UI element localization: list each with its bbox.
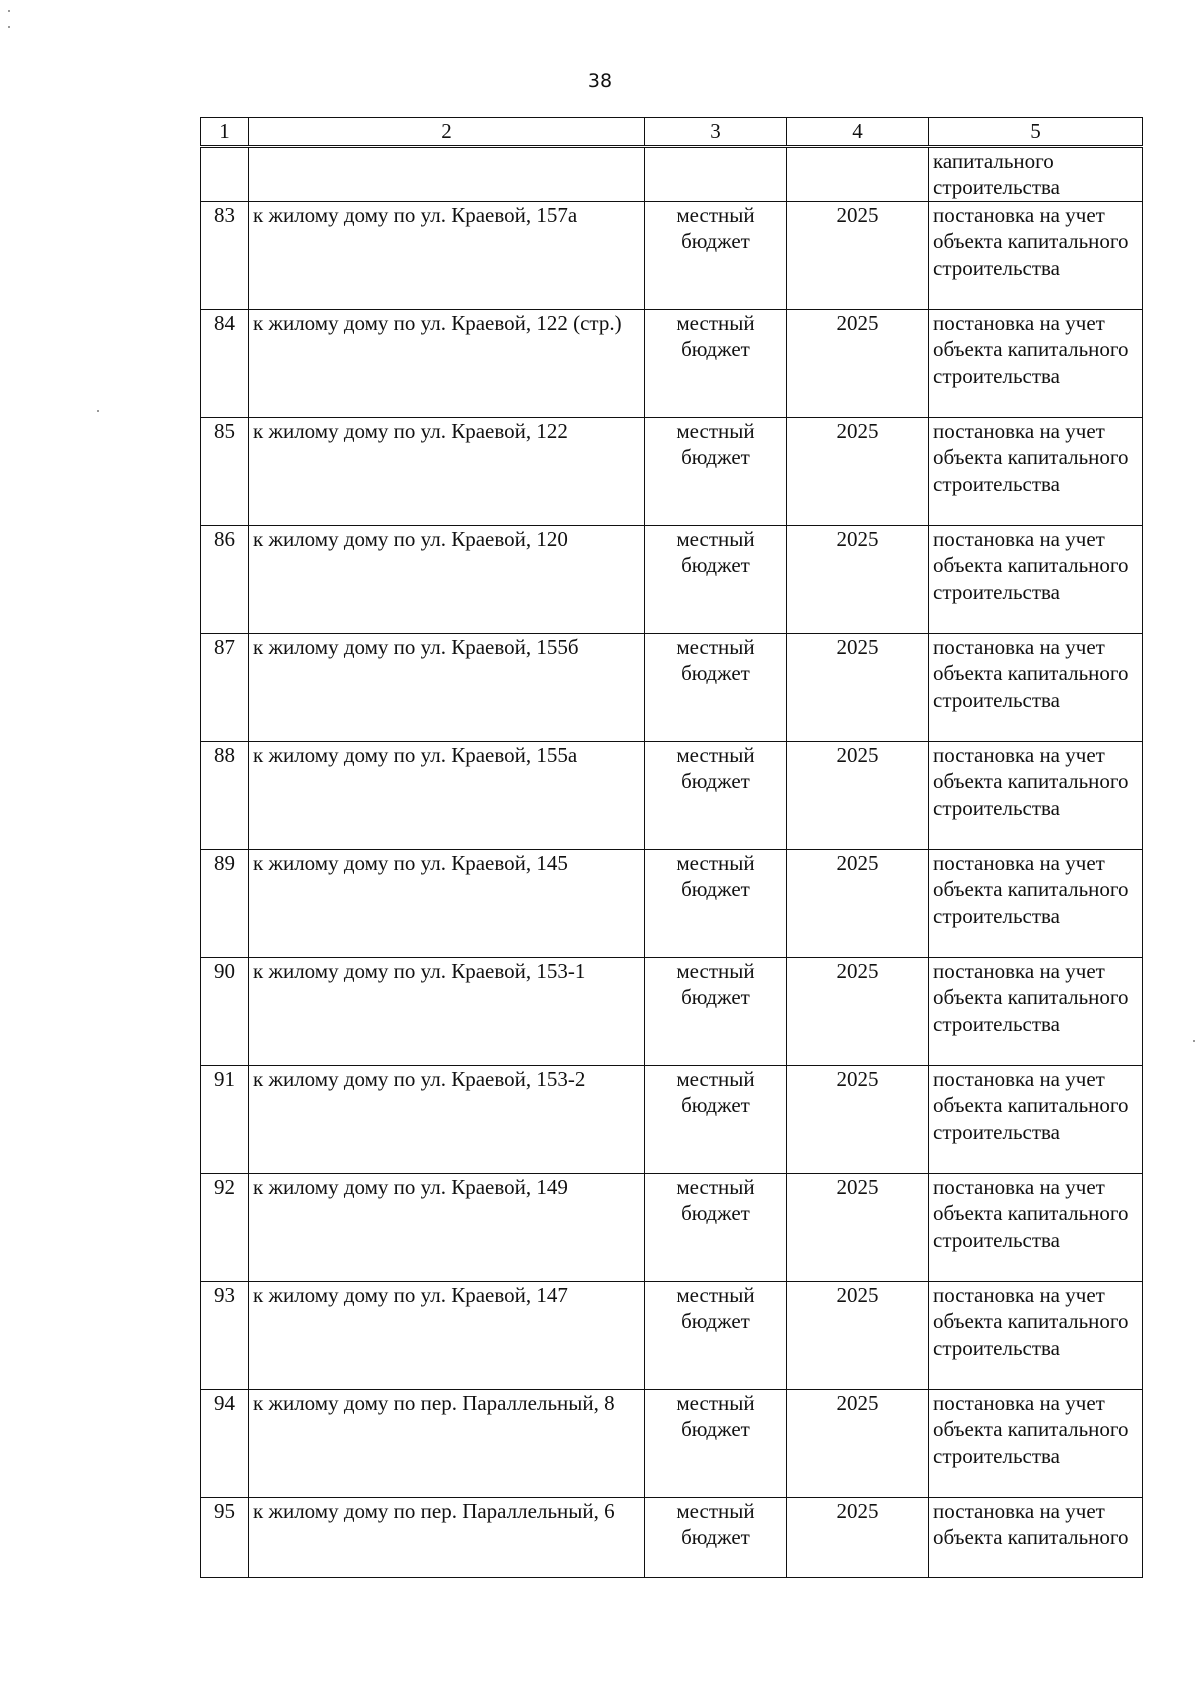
row-number-cell: 86 [201,525,249,633]
result-cell: постановка на учет объекта капитального строительства [929,417,1143,525]
funding-source-cell: местный бюджет [645,633,787,741]
document-table [200,117,1143,1578]
funding-source-cell: местный бюджет [645,1065,787,1173]
row-number-cell: 89 [201,849,249,957]
scan-speck [8,10,10,12]
header-cell-4: 4 [787,118,929,147]
header-cell-1: 1 [201,118,249,147]
header-cell-2: 2 [249,118,645,147]
scan-speck [1193,1040,1195,1042]
row-number-cell: 87 [201,633,249,741]
funding-source-cell [645,146,787,201]
row-number-cell: 94 [201,1389,249,1497]
table-row [201,525,1143,633]
funding-source-cell: местный бюджет [645,957,787,1065]
result-cell: постановка на учет объекта капитального строительства [929,1389,1143,1497]
year-cell: 2025 [787,1389,929,1497]
result-cell: постановка на учет объекта капитального строительства [929,633,1143,741]
result-cell: постановка на учет объекта капитального строительства [929,1281,1143,1389]
scan-speck [8,26,10,28]
object-cell: к жилому дому по ул. Краевой, 153-1 [249,957,645,1065]
year-cell: 2025 [787,1065,929,1173]
year-cell [787,146,929,201]
year-cell: 2025 [787,957,929,1065]
table-header-row [201,118,1143,147]
year-cell: 2025 [787,1281,929,1389]
result-cell: постановка на учет объекта капитального строительства [929,741,1143,849]
funding-source-cell: местный бюджет [645,201,787,309]
year-cell: 2025 [787,417,929,525]
result-cell: постановка на учет объекта капитального строительства [929,1065,1143,1173]
year-cell: 2025 [787,201,929,309]
table-row [201,1389,1143,1497]
funding-source-cell: местный бюджет [645,417,787,525]
object-cell: к жилому дому по ул. Краевой, 155а [249,741,645,849]
result-cell: постановка на учет объекта капитального строительства [929,1173,1143,1281]
row-number-cell [201,146,249,201]
table-row [201,201,1143,309]
table-row [201,741,1143,849]
year-cell: 2025 [787,1497,929,1577]
year-cell: 2025 [787,1173,929,1281]
row-number-cell: 92 [201,1173,249,1281]
row-number-cell: 91 [201,1065,249,1173]
table-row [201,1173,1143,1281]
funding-source-cell: местный бюджет [645,1389,787,1497]
result-cell: постановка на учет объекта капитального строительства [929,201,1143,309]
year-cell: 2025 [787,525,929,633]
object-cell: к жилому дому по ул. Краевой, 157а [249,201,645,309]
header-cell-3: 3 [645,118,787,147]
result-cell: постановка на учет объекта капитального [929,1497,1143,1577]
object-cell: к жилому дому по пер. Параллельный, 6 [249,1497,645,1577]
table-row [201,309,1143,417]
result-cell: постановка на учет объекта капитального строительства [929,957,1143,1065]
table-row [201,849,1143,957]
header-cell-5: 5 [929,118,1143,147]
continuation-row [201,146,1143,201]
object-cell: к жилому дому по ул. Краевой, 145 [249,849,645,957]
funding-source-cell: местный бюджет [645,1173,787,1281]
table-row [201,633,1143,741]
row-number-cell: 88 [201,741,249,849]
table-row [201,417,1143,525]
funding-source-cell: местный бюджет [645,525,787,633]
object-cell: к жилому дому по ул. Краевой, 122 [249,417,645,525]
year-cell: 2025 [787,309,929,417]
funding-source-cell: местный бюджет [645,1281,787,1389]
object-cell: к жилому дому по ул. Краевой, 122 (стр.) [249,309,645,417]
row-number-cell: 84 [201,309,249,417]
funding-source-cell: местный бюджет [645,741,787,849]
object-cell: к жилому дому по ул. Краевой, 147 [249,1281,645,1389]
year-cell: 2025 [787,849,929,957]
page-number: 38 [587,70,613,92]
row-number-cell: 90 [201,957,249,1065]
result-cell: постановка на учет объекта капитального строительства [929,849,1143,957]
table-row [201,1281,1143,1389]
year-cell: 2025 [787,633,929,741]
object-cell: к жилому дому по ул. Краевой, 149 [249,1173,645,1281]
funding-source-cell: местный бюджет [645,309,787,417]
object-cell: к жилому дому по ул. Краевой, 155б [249,633,645,741]
result-cell: капитального строительства [929,146,1143,201]
row-number-cell: 85 [201,417,249,525]
object-cell: к жилому дому по ул. Краевой, 120 [249,525,645,633]
year-cell: 2025 [787,741,929,849]
table-row [201,957,1143,1065]
scan-speck [97,410,99,412]
funding-source-cell: местный бюджет [645,849,787,957]
row-number-cell: 95 [201,1497,249,1577]
object-cell: к жилому дому по пер. Параллельный, 8 [249,1389,645,1497]
table-row [201,1497,1143,1577]
result-cell: постановка на учет объекта капитального строительства [929,309,1143,417]
object-cell: к жилому дому по ул. Краевой, 153-2 [249,1065,645,1173]
object-cell [249,146,645,201]
funding-source-cell: местный бюджет [645,1497,787,1577]
row-number-cell: 83 [201,201,249,309]
row-number-cell: 93 [201,1281,249,1389]
table-row [201,1065,1143,1173]
result-cell: постановка на учет объекта капитального строительства [929,525,1143,633]
